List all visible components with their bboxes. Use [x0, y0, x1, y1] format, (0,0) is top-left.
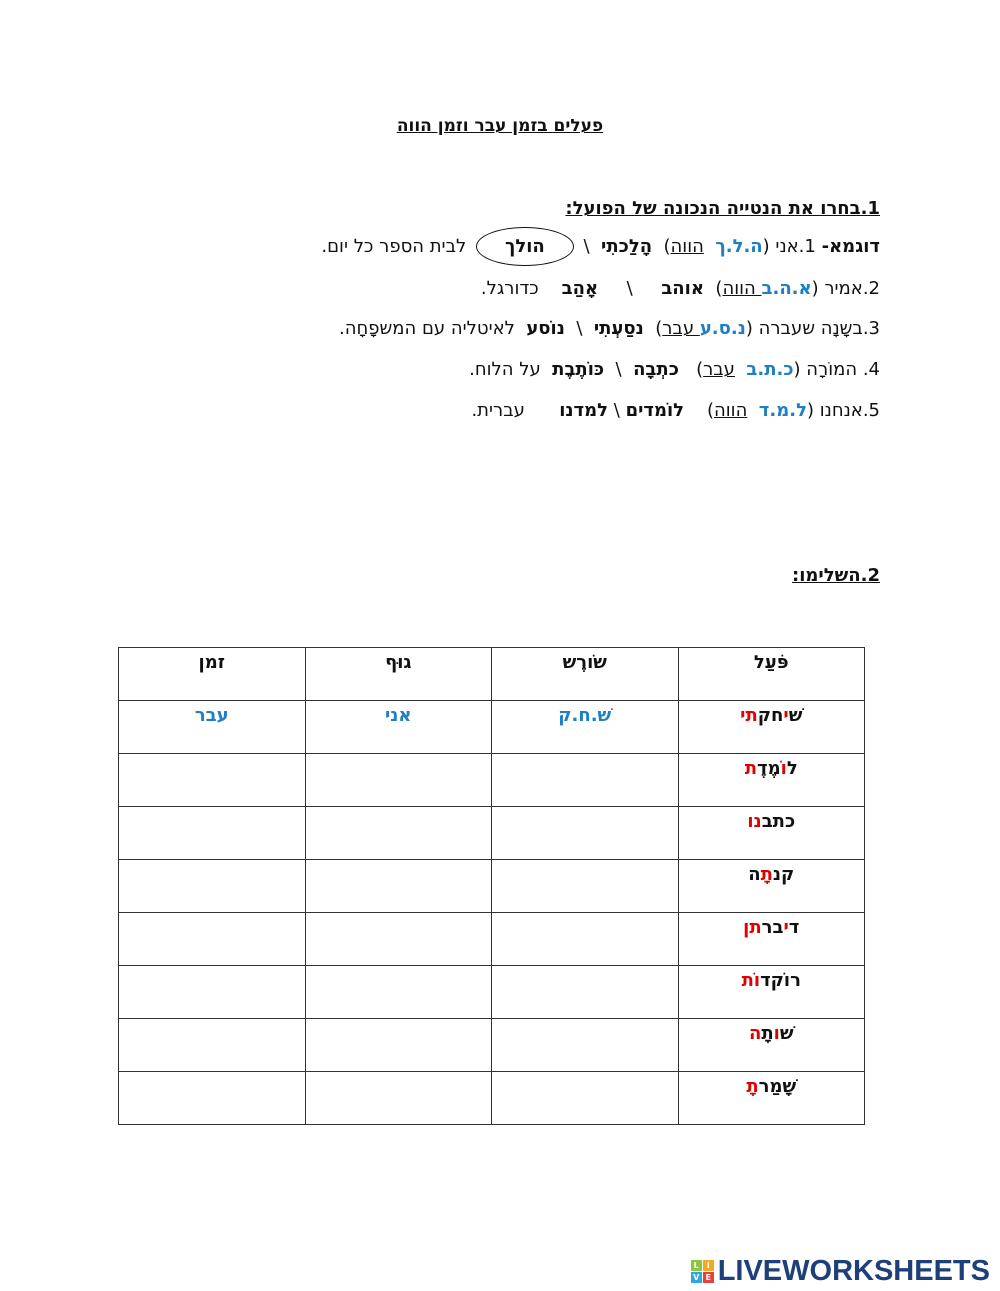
sentence-text: 3.בשָנָה שעברה ( — [745, 318, 880, 339]
sentence-text: על הלוח. — [469, 359, 553, 380]
verb-option[interactable]: אָהַב — [561, 278, 599, 299]
tense-cell[interactable] — [119, 913, 306, 966]
verb-suffix-highlight: ו — [773, 1023, 780, 1044]
person-cell[interactable] — [305, 754, 492, 807]
verb-option[interactable]: נוֹסע — [526, 318, 565, 339]
tense-label: הווה — [722, 278, 762, 299]
circled-answer[interactable]: הולך — [476, 227, 574, 266]
column-header-root: שֹורֶש — [492, 648, 679, 701]
verb-cell — [678, 701, 865, 754]
logo-text: LIVEWORKSHEETS — [717, 1255, 990, 1287]
table-row — [119, 1072, 865, 1125]
verb-cell — [678, 807, 865, 860]
person-cell[interactable] — [305, 966, 492, 1019]
verb-option[interactable]: לוֹמדים — [625, 400, 685, 421]
verb-suffix-highlight: תָ — [760, 864, 773, 885]
verb-stem: שׁ — [788, 705, 803, 726]
sentence-text: ) — [684, 400, 714, 421]
tense-label: הווה — [670, 236, 704, 257]
person-cell[interactable] — [305, 1072, 492, 1125]
root-letters: א.ה.ב — [761, 278, 812, 299]
verb-cell — [678, 913, 865, 966]
verb-option[interactable]: כתְבָה — [633, 359, 679, 380]
sentence-text: כדורגל. — [480, 278, 562, 299]
sentence-text: 1.אני ( — [762, 236, 822, 257]
verb-suffix-highlight: נו — [747, 811, 762, 832]
root-cell: שׁ.ח.ק — [492, 701, 679, 754]
root-letters: כ.ת.ב — [746, 359, 794, 380]
person-cell[interactable] — [305, 807, 492, 860]
verb-option[interactable]: נסַעְתִי — [593, 318, 644, 339]
sentence-4 — [471, 400, 880, 421]
sentence-text: ) — [703, 278, 723, 299]
verb-stem: שׁ — [779, 1023, 794, 1044]
verb-table — [118, 647, 865, 1125]
verb-stem: ה — [748, 864, 761, 885]
verb-option[interactable]: דוגמא- — [821, 236, 880, 257]
column-header-verb: פֹּעַל — [678, 648, 865, 701]
table-row — [119, 807, 865, 860]
verb-cell — [678, 754, 865, 807]
table-header-row — [119, 648, 865, 701]
section2-heading: 2.השלימו: — [792, 565, 880, 586]
verb-stem: קנ — [772, 864, 795, 885]
root-cell[interactable] — [492, 1019, 679, 1072]
root-letters: ה.ל.ך — [715, 236, 763, 257]
verb-suffix-highlight: י — [783, 705, 789, 726]
verb-option[interactable]: הָלַכתִי — [601, 236, 653, 257]
tense-cell[interactable] — [119, 807, 306, 860]
verb-stem: תָ — [761, 1023, 774, 1044]
sentence-text — [704, 236, 715, 257]
sentence-text: 5.אנחנו ( — [806, 400, 880, 421]
verb-stem: מֶדֶ — [757, 758, 781, 779]
verb-cell — [678, 1072, 865, 1125]
person-cell: אני — [305, 701, 492, 754]
verb-stem: רוֹקד — [760, 970, 801, 991]
verb-stem: ד — [788, 917, 800, 938]
verb-option[interactable]: למדנו — [559, 400, 609, 421]
logo-letter-tile: V — [691, 1272, 702, 1283]
root-cell[interactable] — [492, 913, 679, 966]
root-cell[interactable] — [492, 860, 679, 913]
verb-cell — [678, 1019, 865, 1072]
table-row — [119, 913, 865, 966]
root-cell[interactable] — [492, 966, 679, 1019]
sentence-text: 4. המוֹרָה ( — [793, 359, 880, 380]
verb-suffix-highlight: תי — [740, 705, 758, 726]
sentence-text: \ — [564, 318, 594, 339]
verb-suffix-highlight: וֹ — [780, 758, 787, 779]
sentence-text: \ — [577, 236, 602, 257]
table-row — [119, 701, 865, 754]
tense-label: הווה — [714, 400, 748, 421]
sentence-text: לבית הספר כל יום. — [321, 236, 472, 257]
verb-cell — [678, 860, 865, 913]
tense-label: עבר — [703, 359, 735, 380]
tense-label: עבר — [662, 318, 700, 339]
liveworksheets-logo — [691, 1255, 990, 1288]
example-sentence — [321, 236, 880, 257]
verb-option[interactable]: אוהב — [661, 278, 704, 299]
sentence-text: ) — [678, 359, 704, 380]
logo-icon — [691, 1260, 714, 1283]
root-letters: נ.ס.ע — [699, 318, 746, 339]
verb-stem: ל — [786, 758, 798, 779]
column-header-tense: זמן — [119, 648, 306, 701]
verb-stem: חק — [757, 705, 784, 726]
table-row — [119, 966, 865, 1019]
tense-cell[interactable] — [119, 860, 306, 913]
verb-suffix-highlight: ה — [748, 1023, 762, 1044]
logo-letter-tile: L — [691, 1260, 702, 1271]
sentence-3 — [469, 359, 880, 380]
sentence-text: ) — [643, 318, 663, 339]
person-cell[interactable] — [305, 1019, 492, 1072]
verb-stem: שָׁמַר — [758, 1076, 797, 1097]
root-cell[interactable] — [492, 754, 679, 807]
tense-cell[interactable] — [119, 754, 306, 807]
verb-suffix-highlight: תן — [743, 917, 762, 938]
person-cell[interactable] — [305, 860, 492, 913]
tense-cell: עבר — [119, 701, 306, 754]
section1-heading: 1.בחרו את הנטייה הנכונה של הפועל: — [565, 198, 880, 219]
sentence-text: \ — [598, 278, 662, 299]
root-cell[interactable] — [492, 807, 679, 860]
sentence-text — [747, 400, 758, 421]
sentence-1 — [481, 278, 880, 299]
root-cell[interactable] — [492, 1072, 679, 1125]
column-header-person: גוּף — [305, 648, 492, 701]
sentence-text: ) — [652, 236, 671, 257]
verb-stem: בר — [761, 917, 784, 938]
tense-cell[interactable] — [119, 1072, 306, 1125]
logo-letter-tile: E — [703, 1272, 714, 1283]
sentence-text: עברית. — [471, 400, 560, 421]
worksheet-title: פעלים בזמן עבר וזמן הווה — [396, 116, 604, 136]
verb-suffix-highlight: ת — [744, 758, 758, 779]
sentence-text: \ — [608, 400, 626, 421]
verb-suffix-highlight: וֹת — [741, 970, 761, 991]
sentence-text: \ — [604, 359, 634, 380]
table-row — [119, 754, 865, 807]
verb-suffix-highlight: י — [783, 917, 789, 938]
verb-cell — [678, 966, 865, 1019]
sentence-2 — [339, 318, 880, 339]
table-row — [119, 1019, 865, 1072]
tense-cell[interactable] — [119, 966, 306, 1019]
sentence-text — [735, 359, 746, 380]
verb-stem: כתב — [761, 811, 796, 832]
verb-suffix-highlight: תָ — [746, 1076, 759, 1097]
person-cell[interactable] — [305, 913, 492, 966]
sentence-text: 2.אמיר ( — [811, 278, 880, 299]
sentence-text: לאיטליה עם המשפָחָה. — [339, 318, 527, 339]
verb-option[interactable]: כּוֹתֶבֶת — [552, 359, 605, 380]
logo-letter-tile: I — [703, 1260, 714, 1271]
table-row — [119, 860, 865, 913]
root-letters: ל.מ.ד — [758, 400, 807, 421]
tense-cell[interactable] — [119, 1019, 306, 1072]
